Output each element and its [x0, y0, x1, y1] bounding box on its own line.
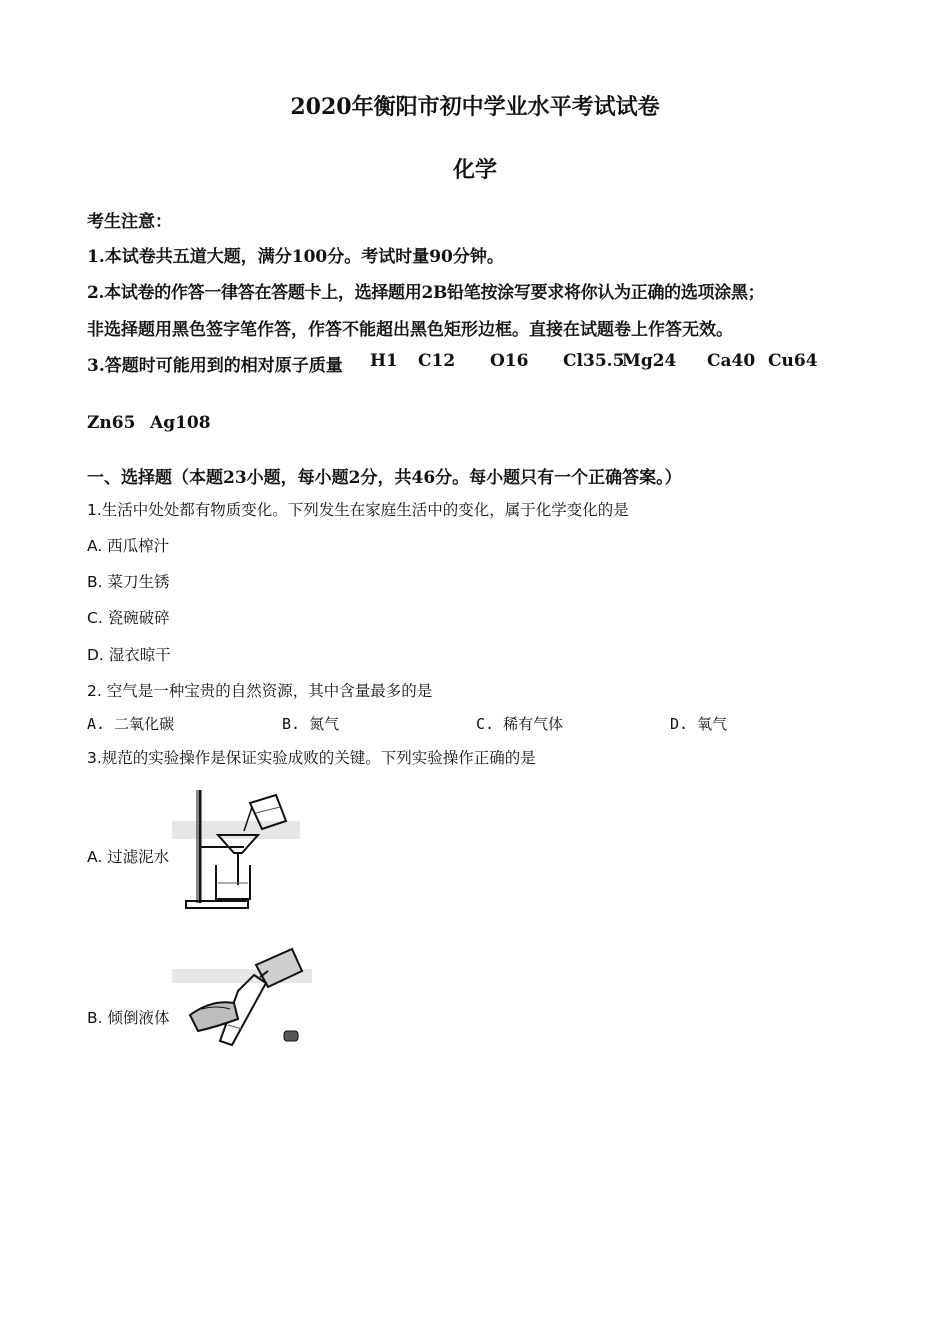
- notice-line-2a: 2.本试卷的作答一律答在答题卡上，选择题用2B铅笔按涂写要求将你认为正确的选项涂黑；: [87, 283, 765, 303]
- mass-mg: Mg24: [622, 351, 677, 371]
- q1-option-c: C. 瓷碗破碎: [87, 609, 170, 627]
- q2-option-d: D. 氧气: [670, 715, 728, 733]
- q2-option-a: A. 二氧化碳: [87, 715, 175, 733]
- q1-option-d: D. 湿衣晾干: [87, 646, 171, 664]
- q3-option-a: A. 过滤泥水: [87, 848, 170, 866]
- notice-line-3-label: 3.答题时可能用到的相对原子质量: [87, 356, 343, 376]
- section-1-heading: 一、选择题（本题23小题，每小题2分，共46分。每小题只有一个正确答案。）: [87, 468, 682, 488]
- pouring-liquid-figure: [172, 945, 312, 1053]
- mass-zn: Zn65: [87, 413, 136, 433]
- q3-option-b: B. 倾倒液体: [87, 1009, 170, 1027]
- mass-c: C12: [418, 351, 456, 371]
- page-title: 2020年衡阳市初中学业水平考试试卷: [290, 94, 660, 120]
- q1-option-b: B. 菜刀生锈: [87, 573, 170, 591]
- pouring-liquid-drawing: [172, 945, 312, 1053]
- mass-h: H1: [370, 351, 398, 371]
- notice-line-1: 1.本试卷共五道大题，满分100分。考试时量90分钟。: [87, 247, 504, 267]
- mass-ca: Ca40: [707, 351, 756, 371]
- q2-option-c: C. 稀有气体: [476, 715, 564, 733]
- q2-stem: 2. 空气是一种宝贵的自然资源，其中含量最多的是: [87, 682, 433, 700]
- q1-option-a: A. 西瓜榨汁: [87, 537, 170, 555]
- q2-option-b: B. 氮气: [282, 715, 340, 733]
- mass-o: O16: [490, 351, 529, 371]
- mass-cl: Cl35.5: [563, 351, 625, 371]
- filtration-drawing: [172, 785, 300, 913]
- filtration-figure: [172, 785, 300, 913]
- notice-heading: 考生注意：: [87, 212, 172, 232]
- subject-title: 化学: [452, 157, 497, 183]
- q1-stem: 1.生活中处处都有物质变化。下列发生在家庭生活中的变化，属于化学变化的是: [87, 501, 629, 519]
- mass-ag: Ag108: [150, 413, 211, 433]
- mass-cu: Cu64: [768, 351, 818, 371]
- notice-line-2b: 非选择题用黑色签字笔作答，作答不能超出黑色矩形边框。直接在试题卷上作答无效。: [87, 320, 733, 340]
- q3-stem: 3.规范的实验操作是保证实验成败的关键。下列实验操作正确的是: [87, 749, 536, 767]
